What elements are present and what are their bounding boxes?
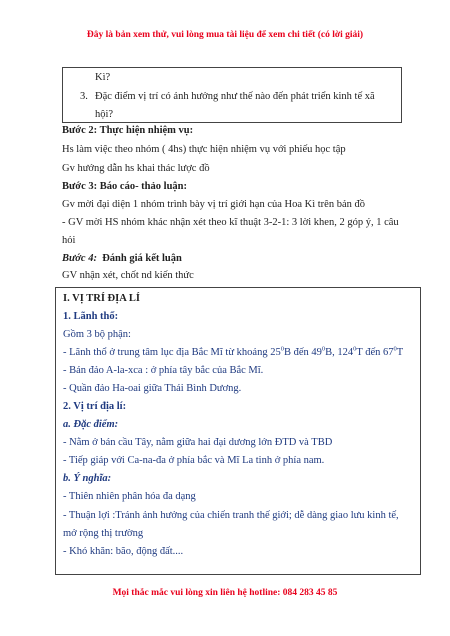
hotline-footer: Mọi thắc mắc vui lòng xin liên hệ hotline: 084 283 45 85 <box>112 588 338 598</box>
preview-notice: Đây là bản xem thử, vui lòng mua tài liệu để xem chi tiết (có lời giải) <box>86 30 364 40</box>
step-3-line-2: - GV mời HS nhóm khác nhận xét theo kĩ thuật 3-2-1: 3 lời khen, 2 góp ý, 1 câu <box>62 217 399 228</box>
meaning-2-line-2: mở rộng thị trường <box>63 528 144 539</box>
step-2-title: Bước 2: Thực hiện nhiệm vụ: <box>62 125 194 136</box>
territory-item-3: - Quần đảo Ha-oai giữa Thái Bình Dương. <box>63 383 242 394</box>
meaning-1: - Thiên nhiên phân hóa đa dạng <box>63 491 196 502</box>
territory-item-1-part-e: T <box>396 347 404 358</box>
territory-item-1-part-b: B đến 49 <box>283 347 322 358</box>
question-3-line-2: hội? <box>95 109 114 120</box>
step-3-line-1: Gv mời đại diện 1 nhóm trình bày vị trí giới hạn của Hoa Kì trên bản đồ <box>62 199 366 210</box>
question-3-line-1: Đặc điểm vị trí có ảnh hưởng như thế nào đến phát triển kinh tế xã <box>95 91 375 102</box>
territory-item-1-part-a: - Lãnh thổ ở trung tâm lục địa Bắc Mĩ từ khoảng 25 <box>63 347 281 358</box>
degree-sign: 0 <box>321 345 326 353</box>
territory-item-1-part-c: B, 124 <box>325 347 354 358</box>
meaning-2-line-1: - Thuận lợi :Tránh ảnh hưởng của chiến tranh thế giới; dễ dàng giao lưu kinh tế, <box>63 510 399 521</box>
step-4-title: Bước 4: <box>62 253 97 264</box>
territory-item-1-part-d: T đến 67 <box>356 347 394 358</box>
step-3-title: Bước 3: Báo cáo- thảo luận: <box>62 181 187 192</box>
degree-sign: 0 <box>393 345 397 353</box>
question-2-tail: Kì? <box>95 72 111 83</box>
step-4-title-rest: Đánh giá kết luận <box>102 253 182 264</box>
question-3-number: 3. <box>80 91 88 102</box>
meaning-title: b. Ý nghĩa: <box>63 473 112 484</box>
step-2-line-1: Hs làm việc theo nhóm ( 4hs) thực hiện nhiệm vụ với phiếu học tập <box>62 144 346 155</box>
location-title: 2. Vị trí địa lí: <box>63 401 127 412</box>
feature-1: - Nằm ở bán cầu Tây, nằm giữa hai đại dương lớn ĐTD và TBD <box>63 437 333 448</box>
feature-2: - Tiếp giáp với Ca-na-đa ở phía bắc và Mĩ La tinh ở phía nam. <box>63 455 325 466</box>
territory-item-2: - Bán đảo A-la-xca : ở phía tây bắc của Bắc Mĩ. <box>63 365 264 376</box>
meaning-3: - Khó khăn: bão, động đất.... <box>63 546 184 557</box>
degree-sign: 0 <box>353 345 357 353</box>
step-4-line-1: GV nhận xét, chốt nd kiến thức <box>62 270 194 281</box>
step-3-line-3: hỏi <box>62 235 76 246</box>
degree-sign: 0 <box>280 345 284 353</box>
territory-intro: Gồm 3 bộ phận: <box>63 329 131 340</box>
territory-title: 1. Lãnh thổ: <box>63 311 119 322</box>
step-2-line-2: Gv hướng dẫn hs khai thác lược đồ <box>62 163 210 174</box>
features-title: a. Đặc điểm: <box>63 419 119 430</box>
step-4-heading <box>62 252 182 266</box>
territory-item-1 <box>63 346 403 360</box>
section-title: I. VỊ TRÍ ĐỊA LÍ <box>63 293 140 304</box>
